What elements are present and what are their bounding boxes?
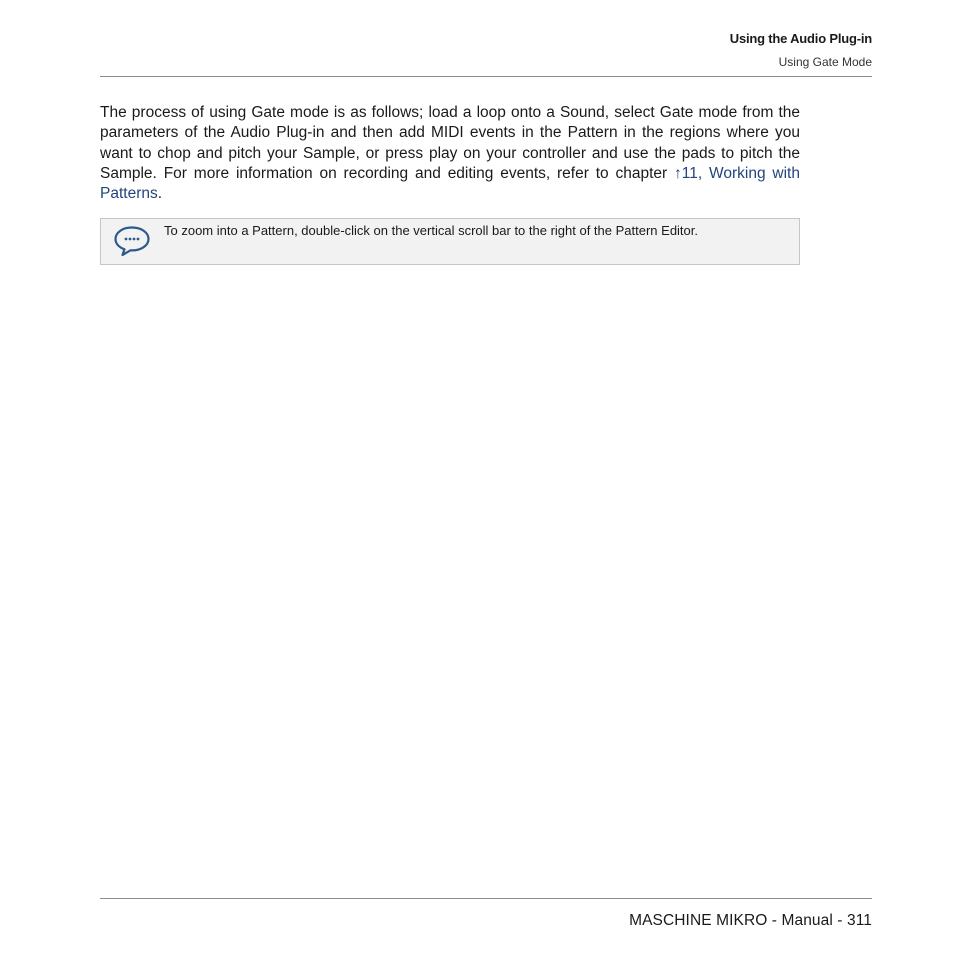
body-text-start: The process of using Gate mode is as follows; load a loop onto a Sound, select Gate mode from the parameters of the Audio Plug-in and then add MIDI events in the Pattern in the regions where you want to chop and pitch your Sample, or press play on your controller and use the pads to pitch the Sample. For more information on recording and editing events, refer to chapter bbox=[100, 104, 800, 182]
header-section-title: Using Gate Mode bbox=[778, 55, 872, 69]
header-chapter-title: Using the Audio Plug-in bbox=[729, 31, 872, 46]
chapter-cross-reference-link[interactable]: ↑11, Working with Patterns bbox=[100, 164, 800, 203]
tip-note-text: To zoom into a Pattern, double-click on the vertical scroll bar to the right of the Pattern Editor. bbox=[164, 223, 698, 238]
body-text-end: . bbox=[157, 185, 163, 203]
tip-note-box bbox=[100, 218, 800, 265]
footer-divider bbox=[100, 898, 872, 899]
speech-bubble-icon bbox=[113, 225, 151, 257]
page-header bbox=[100, 0, 872, 77]
body-paragraph bbox=[100, 103, 800, 204]
page-footer: MASCHINE MIKRO - Manual - 311 bbox=[629, 912, 872, 929]
